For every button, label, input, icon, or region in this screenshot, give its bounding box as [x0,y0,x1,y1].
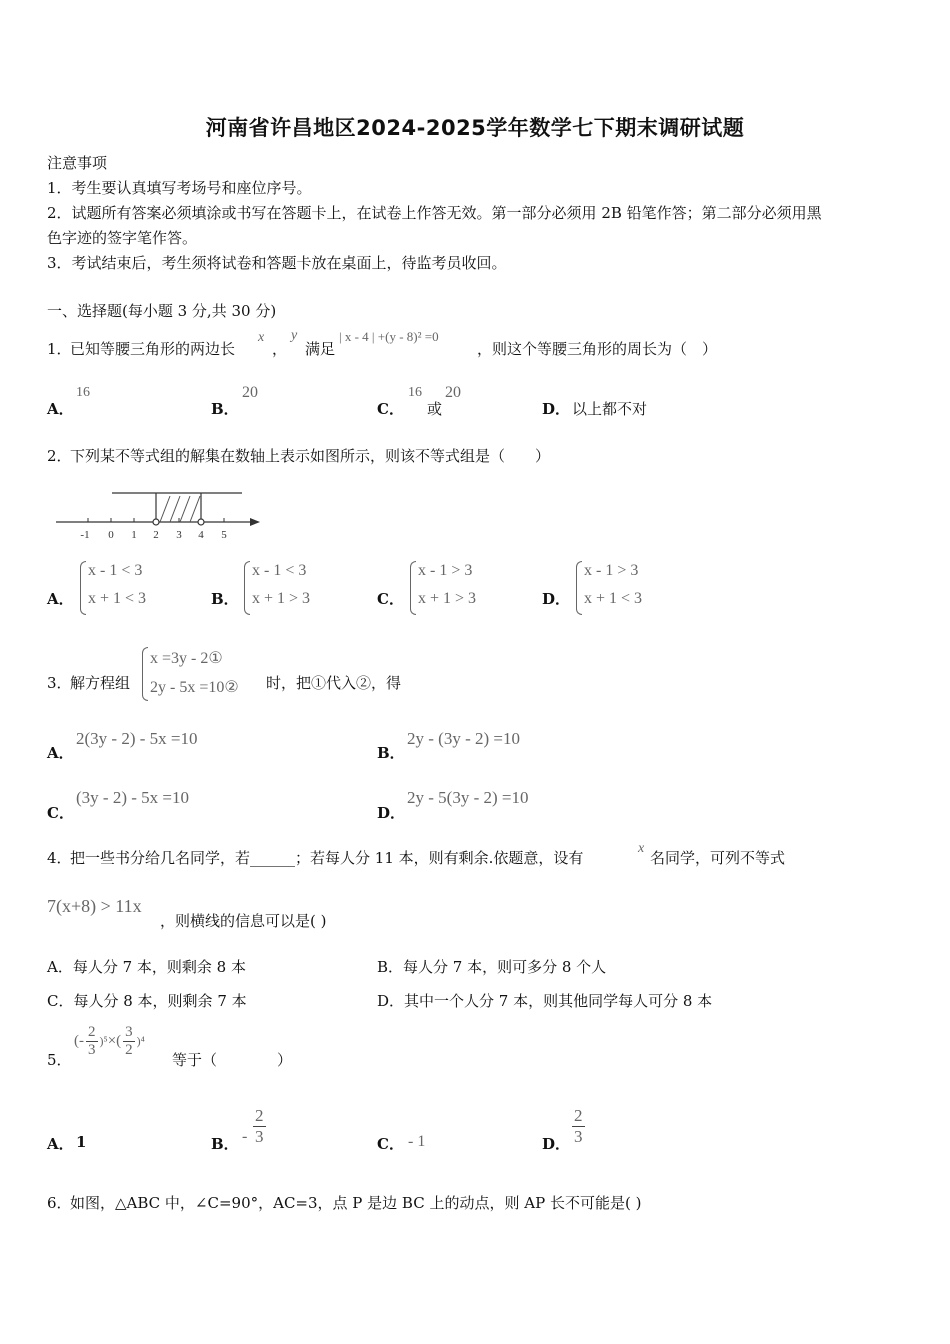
notice-item-3: 3．考试结束后，考生须将试卷和答题卡放在桌面上，待监考员收回。 [47,254,507,272]
q3-equation-1: x =3y - 2① [150,650,223,667]
q2-option-a-line1: x - 1 < 3 [88,562,143,579]
axis-tick-label: 4 [198,529,204,541]
q1-formula: | x - 4 | +(y - 8)² =0 [339,329,439,344]
q3-equation-2: 2y - 5x =10② [150,679,239,696]
q3-option-d-value: 2y - 5(3y - 2) =10 [407,788,529,807]
brace-icon [410,561,416,615]
q2-option-d-line1: x - 1 > 3 [584,562,639,579]
q2-number: 2． [47,447,72,465]
q2-option-d-line2: x + 1 < 3 [584,590,643,607]
q4-option-b[interactable]: B．每人分 7 本，则可多分 8 个人 [377,958,607,976]
q2-option-b-line1: x - 1 < 3 [252,562,307,579]
q3-text-a: 解方程组 [70,674,131,692]
q3-number: 3． [47,674,72,692]
q5-expression [74,1024,145,1059]
notice-heading: 注意事项 [47,154,108,172]
axis-tick-label: 2 [153,529,159,541]
axis-tick-label: 3 [176,529,182,541]
q2-option-d-label[interactable]: D． [542,590,571,608]
q3-option-d-label[interactable]: D． [377,804,406,822]
q5-option-c-label[interactable]: C． [377,1135,404,1153]
q5-option-b-sign: - [242,1128,248,1145]
q5-exp-2: )⁴ [136,1034,145,1048]
q1-text-c: ，则这个等腰三角形的周长为（ ） [477,340,718,358]
q4-option-d[interactable]: D．其中一个人分 7 本，则其他同学每人可分 8 本 [377,992,713,1010]
q3-option-b-label[interactable]: B． [377,744,405,762]
q4-text-b: 名同学，可列不等式 [650,849,786,867]
q5-option-d-label[interactable]: D． [542,1135,571,1153]
notice-item-2: 2．试题所有答案必须填涂或书写在答题卡上，在试卷上作答无效。第一部分必须用 2B 铅笔作答；第二部分必须用黑 [47,204,822,222]
q5-option-b-label[interactable]: B． [211,1135,239,1153]
q5-option-a-label[interactable]: A． [47,1135,74,1153]
q5-option-b-fraction: $\frac{2}{3}$ [255,1106,264,1146]
open-point-2 [153,519,159,525]
q1-option-a-label[interactable]: A． [47,400,74,418]
q4-text-c: ，则横线的信息可以是( ) [160,912,327,930]
q1-number: 1． [47,340,72,358]
q3-text-b: 时，把①代入②，得 [266,674,402,692]
q3-option-c-label[interactable]: C． [47,804,74,822]
q4-option-c[interactable]: C．每人分 8 本，则剩余 7 本 [47,992,247,1010]
brace-icon [576,561,582,615]
q1-text-a: 已知等腰三角形的两边长 [70,340,236,358]
q3-option-a-value: 2(3y - 2) - 5x =10 [76,729,198,748]
q1-option-d-text: 以上都不对 [572,400,648,418]
q5-fraction-1: $\frac{2}{3}$ [88,1024,96,1058]
q2-option-b-line2: x + 1 > 3 [252,590,311,607]
q1-text-b: 满足 [305,340,336,358]
q4-inequality: 7(x+8) > 11x [47,896,142,916]
q1-option-b-label[interactable]: B． [211,400,239,418]
q5-text: 等于（ ） [172,1051,293,1069]
q1-option-c-value2: 20 [445,384,461,401]
brace-icon [142,647,148,701]
section-heading: 一、选择题(每小题 3 分,共 30 分) [47,302,277,320]
notice-item-1: 1．考生要认真填写考场号和座位序号。 [47,179,312,197]
q5-times: ×( [107,1033,122,1049]
q5-option-d-fraction: $\frac{2}{3}$ [574,1106,583,1146]
q2-text: 下列某不等式组的解集在数轴上表示如图所示，则该不等式组是（ ） [70,447,551,465]
q2-option-a-label[interactable]: A． [47,590,74,608]
q4-var-x: x [638,841,645,856]
q2-option-c-label[interactable]: C． [377,590,404,608]
shading-hatch [160,496,200,522]
open-point-4 [198,519,204,525]
number-line-figure [50,484,265,544]
brace-icon [80,561,86,615]
q3-option-a-label[interactable]: A． [47,744,74,762]
axis-tick-label: 5 [221,529,227,541]
q1-option-c-value1: 16 [408,385,422,400]
q2-option-c-line1: x - 1 > 3 [418,562,473,579]
q1-option-a-value: 16 [76,385,90,400]
q1-comma: ， [272,340,288,358]
q6-number: 6． [47,1194,72,1212]
q2-option-c-line2: x + 1 > 3 [418,590,477,607]
q5-number: 5． [47,1051,72,1069]
q3-option-c-value: (3y - 2) - 5x =10 [76,788,189,807]
q4-text-a: 把一些书分给几名同学，若______；若每人分 11 本，则有剩余.依题意，设有 [70,849,584,867]
q3-option-b-value: 2y - (3y - 2) =10 [407,729,520,748]
q6-text: 如图，△ABC 中，∠C=90°，AC=3，点 P 是边 BC 上的动点，则 AP 长不可能是( ) [70,1194,642,1212]
q2-option-b-label[interactable]: B． [211,590,239,608]
q1-option-c-or: 或 [427,400,443,418]
notice-item-2-cont: 色字迹的签字笔作答。 [47,229,198,247]
axis-tick-label: 0 [108,529,114,541]
q4-option-a[interactable]: A．每人分 7 本，则剩余 8 本 [47,958,246,976]
q5-option-a-value: 1 [76,1133,87,1151]
q1-var-x: x [258,330,265,345]
q4-number: 4． [47,849,72,867]
brace-icon [244,561,250,615]
q5-fraction-2: $\frac{3}{2}$ [125,1024,133,1058]
q5-exp-1: )⁵ [99,1034,108,1048]
q1-option-c-label[interactable]: C． [377,400,404,418]
axis-tick-label: -1 [80,529,90,541]
axis-tick-label: 1 [131,529,137,541]
axis-arrow-icon [250,518,260,526]
q5-option-c-value: - 1 [408,1133,426,1150]
q1-option-b-value: 20 [242,384,258,401]
page-title: 河南省许昌地区2024-2025学年数学七下期末调研试题 [205,116,745,140]
q1-var-y: y [291,328,298,343]
q1-option-d-label[interactable]: D． [542,400,571,418]
q5-expr-open: (- [74,1033,84,1049]
q2-option-a-line2: x + 1 < 3 [88,590,147,607]
